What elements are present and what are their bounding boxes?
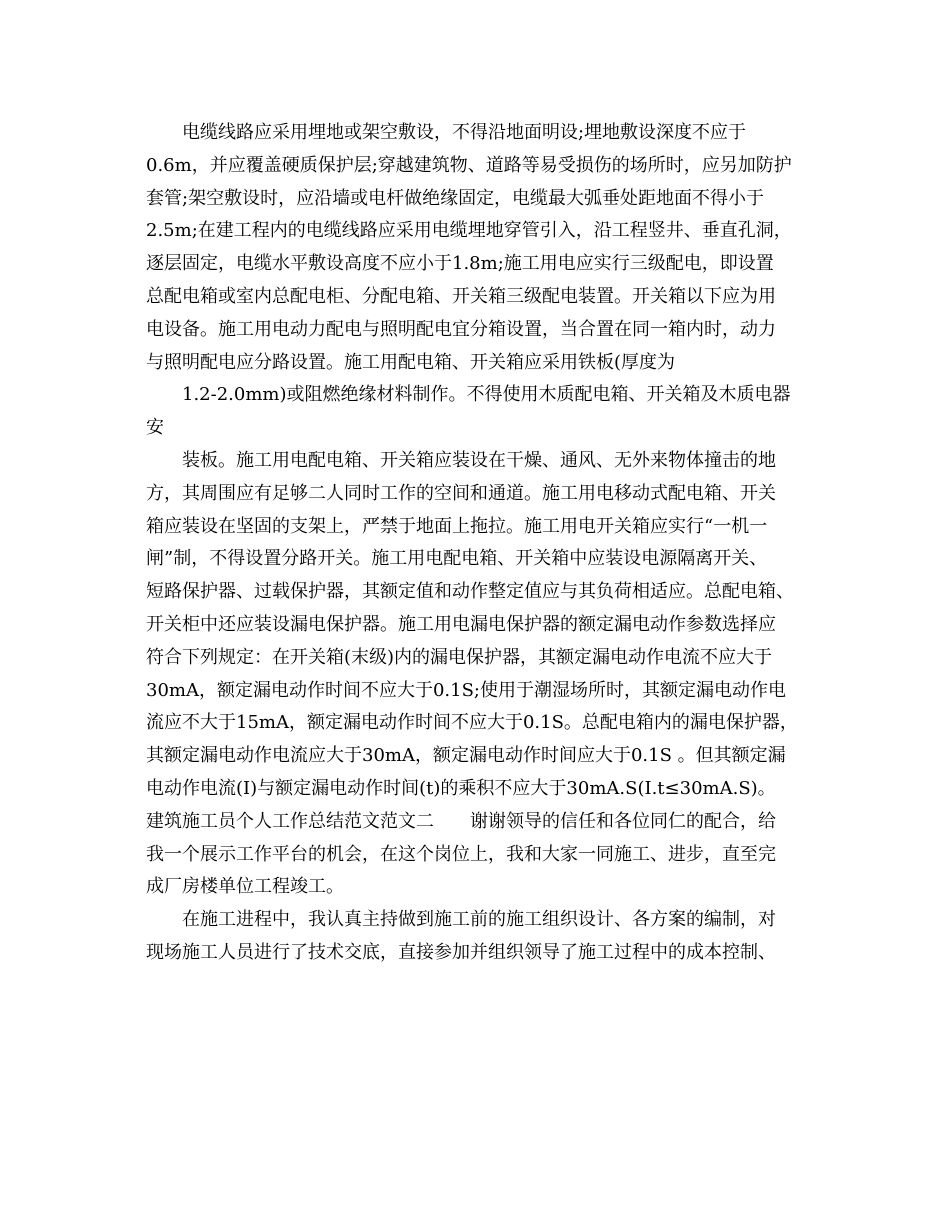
body-text — [146, 117, 806, 970]
paragraph-line: 流应不大于15mA，额定漏电动作时间不应大于0.1S。总配电箱内的漏电保护器， — [146, 712, 798, 734]
paragraph-line: 电缆线路应采用埋地或架空敷设，不得沿地面明设;埋地敷设深度不应于 — [182, 122, 747, 143]
paragraph-line: 1.2-2.0mm)或阻燃绝缘材料制作。不得使用木质配电箱、开关箱及木质电器 — [182, 384, 791, 406]
paragraph-line: 30mA，额定漏电动作时间不应大于0.1S;使用于潮湿场所时，其额定漏电动作电 — [146, 679, 786, 701]
paragraph-line: 与照明配电应分路设置。施工用配电箱、开关箱应采用铁板(厚度为 — [146, 351, 676, 373]
paragraph-line: 逐层固定，电缆水平敷设高度不应小于1.8m;施工用电应实行三级配电，即设置 — [146, 253, 774, 275]
paragraph-line: 套管;架空敷设时，应沿墙或电杆做绝缘固定，电缆最大弧垂处距地面不得小于 — [146, 187, 765, 209]
paragraph-line: 现场施工人员进行了技术交底，直接参加并组织领导了施工过程中的成本控制、 — [146, 941, 776, 963]
paragraph-line: 方，其周围应有足够二人同时工作的空间和通道。施工用电移动式配电箱、开关 — [146, 482, 776, 504]
paragraph-line: 安 — [146, 417, 164, 439]
paragraph-line: 2.5m;在建工程内的电缆线路应采用电缆埋地穿管引入，沿工程竖井、垂直孔洞， — [146, 220, 792, 242]
paragraph-line: 符合下列规定：在开关箱(末级)内的漏电保护器，其额定漏电动作电流不应大于 — [146, 646, 773, 668]
paragraph-line: 箱应装设在坚固的支架上，严禁于地面上拖拉。施工用电开关箱应实行“一机一 — [146, 515, 768, 537]
paragraph-line: 短路保护器、过载保护器，其额定值和动作整定值应与其负荷相适应。总配电箱、 — [146, 581, 794, 603]
paragraph-line: 在施工进程中，我认真主持做到施工前的施工组织设计、各方案的编制，对 — [182, 909, 776, 931]
paragraph-line: 装板。施工用电配电箱、开关箱应装设在干燥、通风、无外来物体撞击的地 — [182, 449, 776, 471]
paragraph-line: 总配电箱或室内总配电柜、分配电箱、开关箱三级配电装置。开关箱以下应为用 — [146, 285, 776, 307]
paragraph-line: 电动作电流(I)与额定漏电动作时间(t)的乘积不应大于30mA.S(I.t≤30mA.S)。 — [146, 777, 776, 799]
paragraph-line: 建筑施工员个人工作总结范文范文二 谢谢领导的信任和各位同仁的配合，给 — [146, 810, 776, 832]
paragraph-line: 我一个展示工作平台的机会，在这个岗位上，我和大家一同施工、进步，直至完 — [146, 843, 776, 865]
paragraph-line: 0.6m，并应覆盖硬质保护层;穿越建筑物、道路等易受损伤的场所时，应另加防护 — [146, 154, 792, 176]
paragraph-line: 开关柜中还应装设漏电保护器。施工用电漏电保护器的额定漏电动作参数选择应 — [146, 613, 776, 635]
paragraph-line: 其额定漏电动作电流应大于30mA，额定漏电动作时间应大于0.1S 。但其额定漏 — [146, 745, 786, 767]
paragraph-line: 闸”制，不得设置分路开关。施工用电配电箱、开关箱中应装设电源隔离开关、 — [146, 548, 768, 570]
paragraph-line: 成厂房楼单位工程竣工。 — [146, 876, 344, 898]
paragraph-line: 电设备。施工用电动力配电与照明配电宜分箱设置，当合置在同一箱内时，动力 — [146, 318, 776, 340]
